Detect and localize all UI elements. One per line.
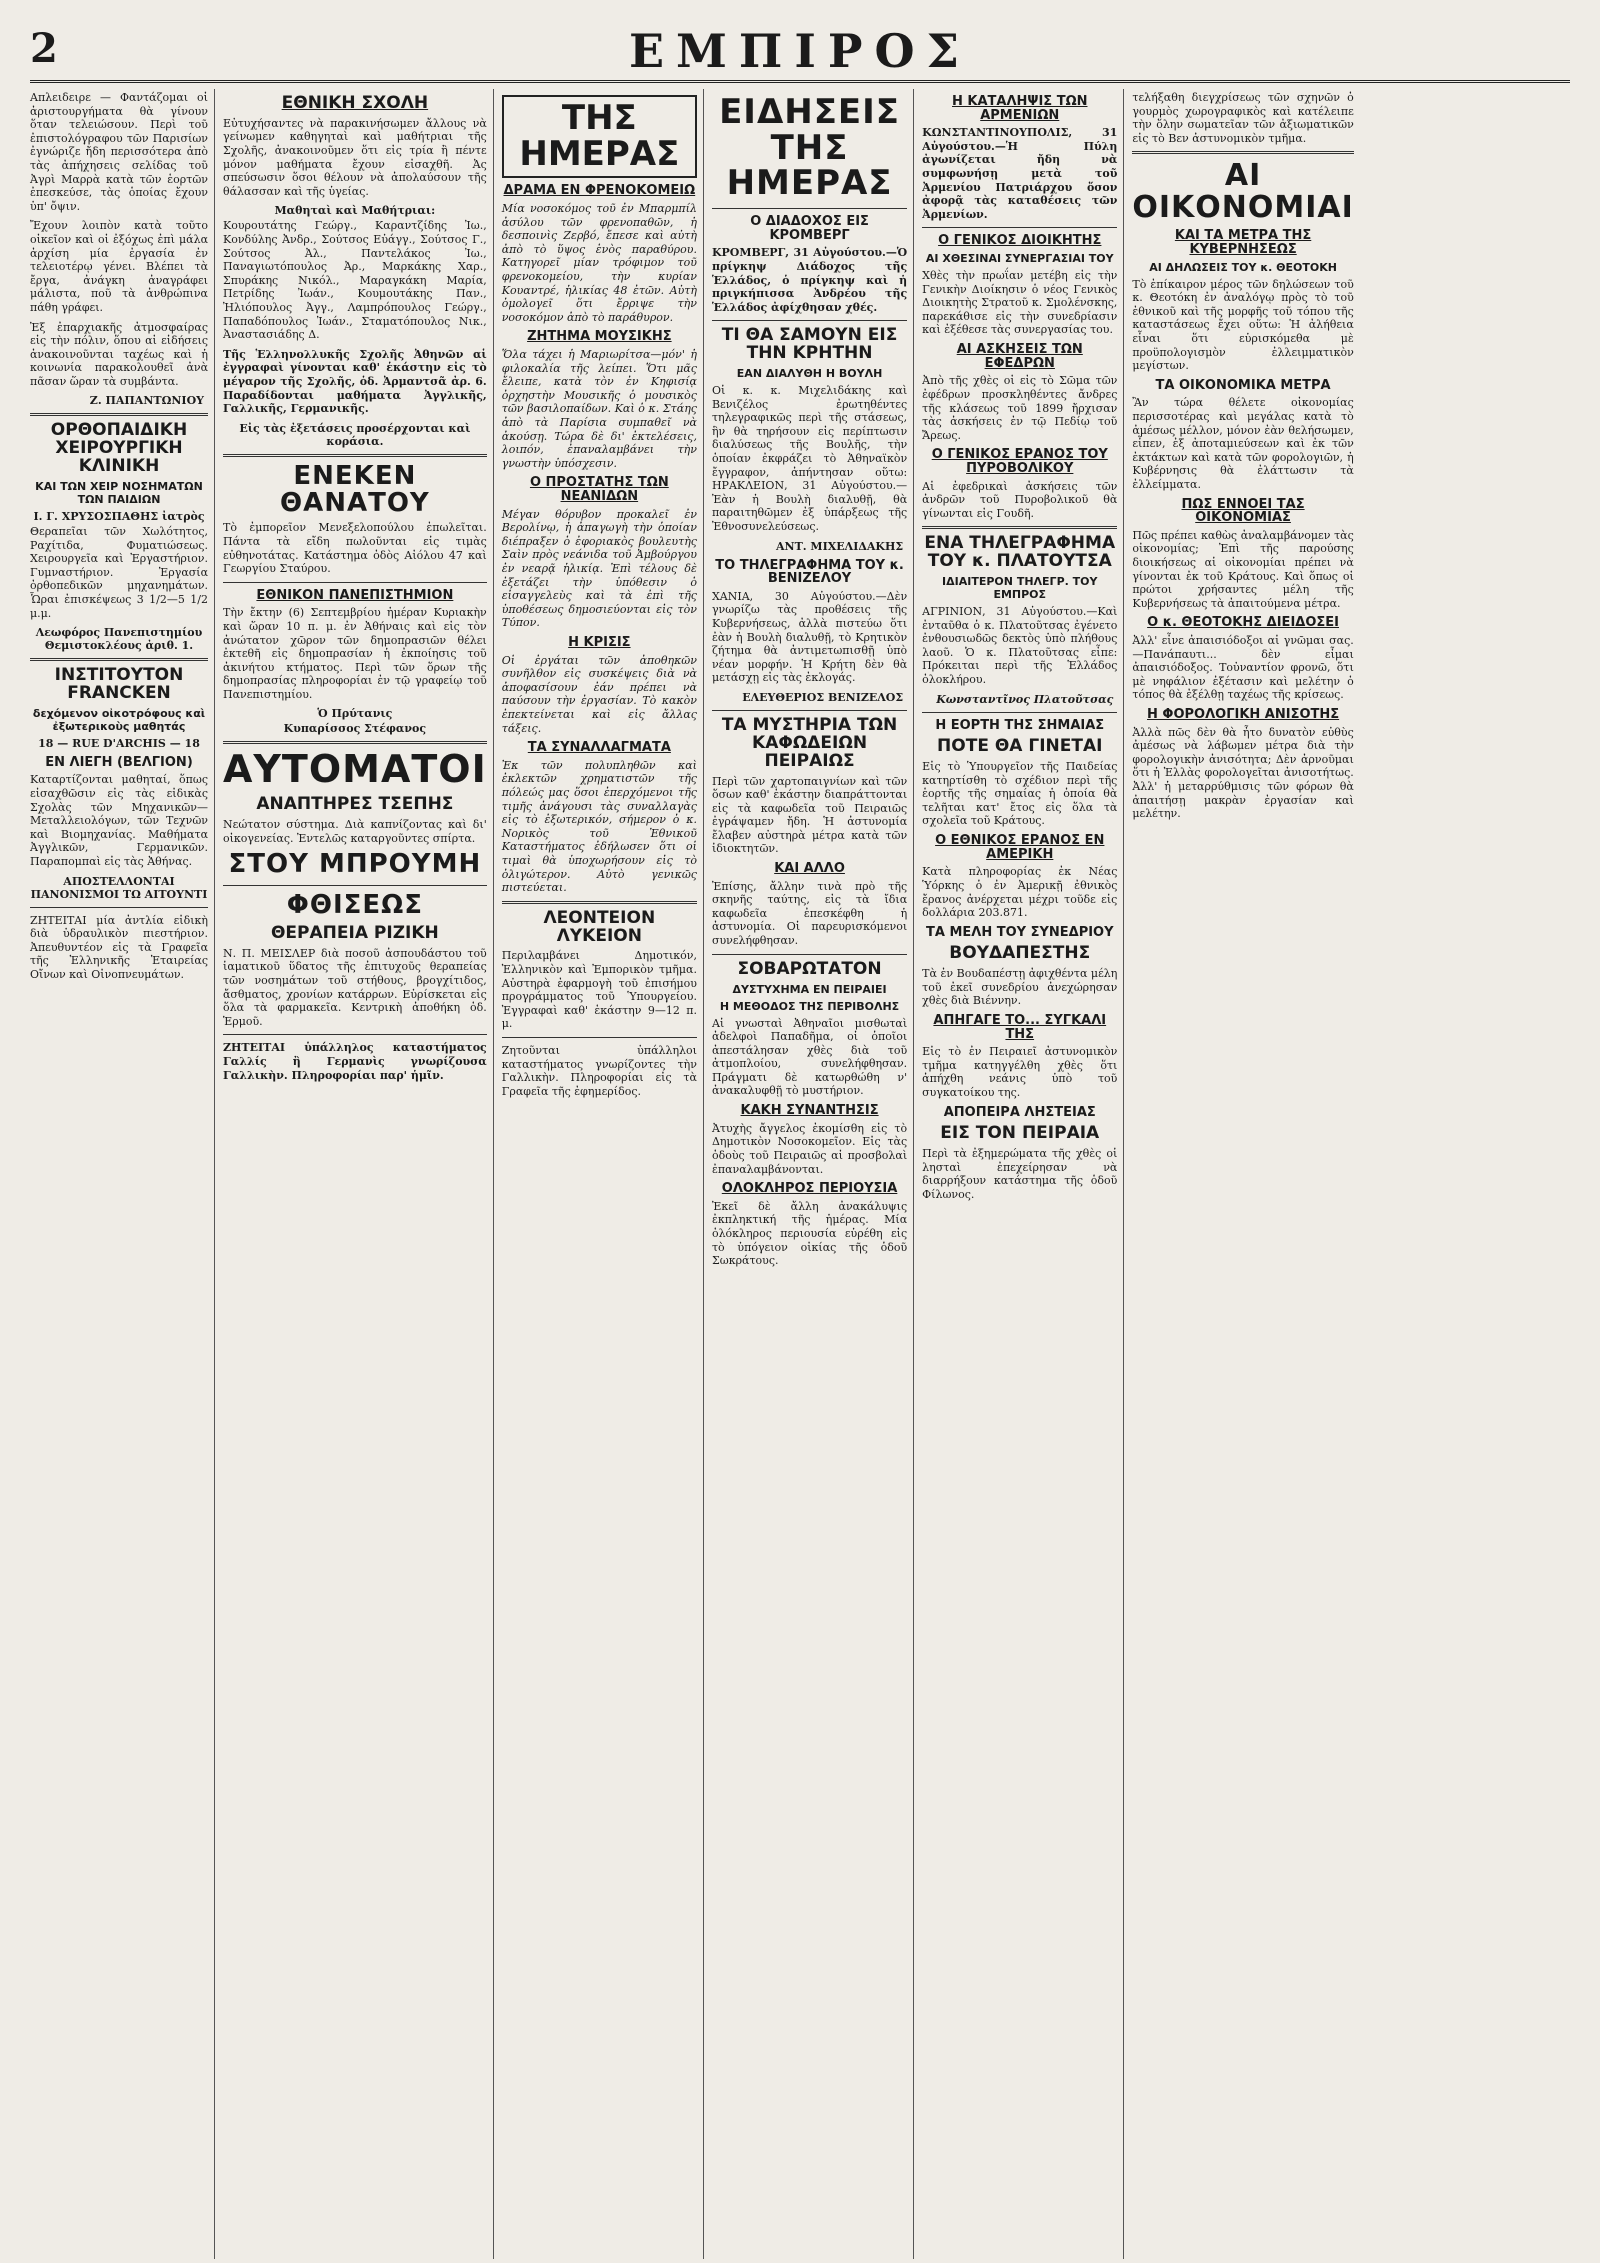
article-headline: ΕΙΣ ΤΟΝ ΠΕΙΡΑΙΑ	[940, 1123, 1100, 1144]
article-text: Ἀπὸ τῆς χθὲς οἱ εἰς τὸ Σῶμα τῶν ἐφέδρων προσκληθέντες ἄνδρες τῆς κλάσεως τοῦ 1899 ἤρχισαν τὰς ἀσκήσεις ἐν τῷ Πεδίῳ τοῦ Ἄρεως.	[922, 374, 1118, 442]
article-headline: ΑΠΟΠΕΙΡΑ ΛΗΣΤΕΙΑΣ	[943, 1104, 1096, 1120]
article-headline: ΠΟΤΕ ΘΑ ΓΙΝΕΤΑΙ	[937, 736, 1103, 757]
article-headline: ΤΙ ΘΑ ΣΑΜΟΥΝ ΕΙΣ ΤΗΝ ΚΡΗΤΗΝ	[721, 325, 898, 364]
article-text: Κατὰ πληροφορίας ἐκ Νέας Ὑόρκης ὁ ἐν Ἀμερικῇ ἐθνικὸς ἔρανος ἀνέρχεται μέχρι τοῦδε εἰς δολλάρια 203.871.	[922, 865, 1118, 920]
notice-text: Ζητοῦνται ὑπάλληλοι καταστήματος γνωρίζοντες τὴν Γαλλικὴν. Πληροφορίαι εἰς τὰ Γραφεῖα τῆς ἐφημερίδος.	[501, 1044, 697, 1098]
university-text: Τὴν ἔκτην (6) Σεπτεμβρίου ἡμέραν Κυριακὴν καὶ ὥραν 10 π. μ. ἐν Ἀθήναις καὶ εἰς τὸν ἀνώτατον χῶρον τῶν δημοπρασιῶν θέλει ἐκτεθῆ εἰς δημοπρασίαν ἡ ἐκποίησις τοῦ ἀκινήτου κτήματος. Περὶ τῶν ὅρων τῆς δημοπρασίας πληροφορίαι ἐν τῷ γραφείῳ τοῦ Πανεπιστημίου.	[223, 606, 487, 701]
school-notice: Τῆς Ἑλληνολλυκῆς Σχολῆς Ἀθηνῶν αἱ ἐγγραφαὶ γίνονται καθ' ἑκάστην εἰς τὸ μέγαρον τῆς Σχολῆς, ὁδ. Ἀρμαντσᾶ ἀρ. 6. Παραδίδονται μαθήματα Ἀγγλικῆς, Γαλλικῆς, Γερμανικῆς.	[223, 347, 487, 416]
column-4	[712, 89, 914, 2259]
article-headline: ΤΟ ΤΗΛΕΓΡΑΦΗΜΑ ΤΟΥ κ. ΒΕΝΙΖΕΛΟΥ	[715, 557, 904, 587]
institute-ad-title: ΙΝΣΤΙΤΟΥΤΟΝ FRANCKEN	[54, 665, 184, 703]
article-text: Αἱ γνωσταὶ Ἀθηναῖοι μισθωταὶ ἀδελφοὶ Παπαδῆμα, οἱ ὁποῖοι ἀπεστάλησαν χθὲς διὰ τοῦ ἀτμοπλοίου, συνελήφθησαν. Πράγματι δὲ κατωρθώθη ν' ἀνακαλυφθῇ τὸ μυστήριον.	[711, 1016, 908, 1098]
ad-title: ΕΝΕΚΕΝ ΘΑΝΑΤΟΥ	[279, 460, 430, 519]
article-text: Ἐκεῖ δὲ ἄλλη ἀνακάλυψις ἐκπληκτική τῆς ἡμέρας. Μία ὁλόκληρος περιουσία εὑρέθη εἰς τὸ ὑπόγειον οἰκίας τῆς ὁδοῦ Σωκράτους.	[711, 1199, 908, 1268]
lighter-ad-text: Νεώτατον σύστημα. Διὰ καπνίζοντας καὶ δι' οἰκογενείας. Ἐντελῶς καταργοῦντες σπίρτα.	[223, 818, 487, 845]
article-text: Ἐκ τῶν πολυπληθῶν καὶ ἐκλεκτῶν χρηματιστῶν τῆς πόλεώς μας ὅσοι ἐπερχόμενοι τῆς τιμῆς ἀνάγουσι τὰς συναλλαγὰς εἰς τὸ ἐξωτερικόν, σήμερον ὁ κ. Νορικὸς τοῦ Ἐθνικοῦ Καταστήματος ἐδήλωσεν ὅτι οἱ τιμαὶ θὰ ὑποχωρήσουν εἰς τὸ ὀλιγώτερον. Αὐτὸ γενικῶς πιστεύεται.	[501, 758, 697, 895]
article-headline: ΤΑ ΜΥΣΤΗΡΙΑ ΤΩΝ ΚΑΦΩΔΕΙΩΝ ΠΕΙΡΑΙΩΣ	[721, 714, 898, 771]
ad-text: Τὸ ἐμπορεῖον Μενεξελοπούλου ἐπωλεῖται. Πάντα τὰ εἴδη πωλοῦνται εἰς τιμὰς εὐθηνοτάτας. Κατάστημα ὁδὸς Αἰόλου 47 καὶ Γεωργίου Σταύρου.	[223, 521, 487, 576]
column-2	[223, 89, 494, 2259]
school-ad-title: ΛΕΟΝΤΕΙΟΝ ΛΥΚΕΙΟΝ	[543, 907, 656, 946]
article-headline: Η ΦΟΡΟΛΟΓΙΚΗ ΑΝΙΣΟΤΗΣ	[1147, 707, 1340, 723]
masthead	[30, 18, 1570, 83]
article-subheadline: ΙΔΙΑΙΤΕΡΟΝ ΤΗΛΕΓΡ. ΤΟΥ ΕΜΠΡΟΣ	[942, 575, 1098, 602]
article-text: Χθὲς τὴν πρωΐαν μετέβη εἰς τὴν Γενικὴν Διοίκησιν ὁ νέος Γενικὸς Διοικητὴς Στρατοῦ κ. Σμολένσκης, παρεκάθισε εἰς τὴν συνεδρίασιν καὶ ἐξέθεσε τὰς συνεργασίας του.	[922, 269, 1118, 337]
divider	[922, 526, 1117, 529]
medicine-ad-text: Ν. Π. ΜΕΙΣΛΕΡ διὰ ποσοῦ ἀσπουδάστου τοῦ ἱαματικοῦ ὕδατος τῆς ἐπιτυχοῦς θεραπείας τῶν νοσημάτων τοῦ στήθους, βρογχίτιδος, ἄσθματος, χρονίων κατάρρων. Εὑρίσκεται εἰς ὅλα τὰ φαρμακεῖα. Κεντρικὴ ἀποθήκη ὁδ. Ἑρμοῦ.	[223, 946, 487, 1028]
article-text: Τὰ ἐν Βουδαπέστῃ ἀφιχθέντα μέλη τοῦ ἐκεῖ συνεδρίου ἀνεχώρησαν χθὲς διὰ Βιέννην.	[922, 967, 1118, 1008]
divider	[712, 208, 907, 209]
institute-ad-footer: ΑΠΟΣΤΕΛΛΟΝΤΑΙ ΠΑΝΟΝΙΣΜΟΙ ΤΩ ΑΙΤΟΥΝΤΙ	[30, 874, 208, 901]
article-text: Εἰς τὸ Ὑπουργεῖον τῆς Παιδείας κατηρτίσθη τὸ σχέδιον περὶ τῆς ἑορτῆς τῆς σημαίας ἡ ὁποία θὰ τελῆται κατ' ἔτος εἰς ὅλα τὰ σχολεῖα τοῦ Κράτους.	[922, 760, 1118, 828]
article-headline: Ο ΕΘΝΙΚΟΣ ΕΡΑΝΟΣ ΕΝ ΑΜΕΡΙΚΗ	[935, 833, 1105, 862]
clinic-ad	[30, 422, 208, 652]
article-headline: Η ΕΟΡΤΗ ΤΗΣ ΣΗΜΑΙΑΣ	[935, 717, 1105, 733]
article-headline: Η ΚΑΤΑΛΗΨΙΣ ΤΩΝ ΑΡΜΕΝΙΩΝ	[952, 94, 1088, 123]
clinic-ad-doctor: Ι. Γ. ΧΡΥΣΟΣΠΑΘΗΣ ἰατρὸς	[33, 510, 205, 523]
article-headline: ΚΑΚΗ ΣΥΝΑΝΤΗΣΙΣ	[740, 1103, 879, 1119]
article-signature: ΑΝΤ. ΜΙΧΕΛΙΔΑΚΗΣ	[776, 539, 904, 553]
article-text: Τὸ ἐπίκαιρον μέρος τῶν δηλώσεων τοῦ κ. Θεοτόκη ἐν ἀναλόγῳ πρὸς τὸ τοῦ ἐθνικοῦ καὶ τῆς μορφῆς τοῦ τόπου τῆς καταστάσεως ἔχει οὕτω: Ἡ ἀλήθεια εἶναι ὅτι εὑρισκόμεθα μὲ προϋπολογισμὸν ἐλλειμματικὸν μεγίστων.	[1132, 277, 1354, 373]
university-title: ΕΘΝΙΚΟΝ ΠΑΝΕΠΙΣΤΗΜΙΟΝ	[256, 587, 454, 603]
wanted-notice: ΖΗΤΕΙΤΑΙ μία ἀντλία εἰδικὴ διὰ ὑδραυλικὸν πιεστήριον. Ἀπευθυντέον εἰς τὰ Γραφεῖα τῆς Ἑλληνικῆς Ἑταιρείας Οἴνων καὶ Οἰνοπνευμάτων.	[30, 913, 208, 982]
section-title: ΤΗΣ ΗΜΕΡΑΣ	[502, 95, 697, 178]
article-headline: Η ΚΡΙΣΙΣ	[568, 634, 631, 650]
divider	[223, 1034, 487, 1035]
clinic-ad-subtitle: ΚΑΙ ΤΩΝ ΧΕΙΡ ΝΟΣΗΜΑΤΩΝ ΤΩΝ ΠΑΙΔΙΩΝ	[35, 480, 203, 506]
clinic-ad-address: Λεωφόρος Πανεπιστημίου Θεμιστοκλέους ἀριθ. 1.	[35, 626, 203, 653]
column-5	[922, 89, 1124, 2259]
article-headline: ΔΡΑΜΑ ΕΝ ΦΡΕΝΟΚΟΜΕΙΩ	[503, 183, 696, 199]
school-notice-2: Εἰς τὰς ἐξετάσεις προσέρχονται καὶ κοράσια.	[239, 421, 471, 448]
article-headline: ΖΗΤΗΜΑ ΜΟΥΣΙΚΗΣ	[527, 329, 672, 345]
article-text: Ἐπίσης, ἄλλην τινὰ πρὸ τῆς σκηνῆς ταύτης, εἰς τὰ ἴδια καφωδεῖα ἐπεσκέφθη ἡ ἀστυνομία. Οἱ παρευρισκόμενοι συνελήφθησαν.	[711, 879, 908, 948]
divider	[712, 320, 907, 321]
article-subheadline: ΚΑΙ ΤΑ ΜΕΤΡΑ ΤΗΣ ΚΥΒΕΡΝΗΣΕΩΣ	[1174, 228, 1312, 258]
article-text: ΧΑΝΙΑ, 30 Αὐγούστου.—Δὲν γνωρίζω τὰς προθέσεις τῆς Κυβερνήσεως, ἀλλὰ πιστεύω ὅτι ἐὰν ἡ Βουλὴ διαλυθῇ, τὸ Κρητικὸν ζήτημα θὰ ἀντιμετωπισθῇ ὑπὸ νέαν μορφήν. Ἡ Κρήτη δὲν θὰ μετάσχῃ εἰς τὰς ἐκλογάς.	[711, 589, 908, 685]
column-1	[30, 89, 215, 2259]
article-headline: ΑΙ ΑΣΚΗΣΕΙΣ ΤΩΝ ΕΦΕΔΡΩΝ	[956, 342, 1083, 371]
column-3	[502, 89, 704, 2259]
article-subheadline: Η ΜΕΘΟΔΟΣ ΤΗΣ ΠΕΡΙΒΟΛΗΣ	[719, 999, 900, 1013]
institute-ad-subtitle: δεχόμενον οἰκοτρόφους καὶ ἐξωτερικοὺς μαθητάς	[32, 706, 206, 733]
columns	[30, 89, 1570, 2259]
divider	[712, 710, 907, 711]
article-subheadline: ΑΙ ΔΗΛΩΣΕΙΣ ΤΟΥ κ. ΘΕΟΤΟΚΗ	[1149, 260, 1337, 274]
article-text: Μέγαν θόρυβον προκαλεῖ ἐν Βερολίνῳ, ἡ ἀπαγωγὴ τὴν ὁποίαν διέπραξεν ὁ ἐφοριακὸς βουλευτὴς Σαὶν πρὸς νεάνιδα τοῦ Ἀμβούργου ἐν νεαρᾷ ἡλικίᾳ. Ἐπὶ τέλους δὲ ἐξετάζει τὴν ὑπόθεσιν ὁ εἰσαγγελεὺς καὶ τὰ ἐπὶ τῆς ὑποθέσεως δημοσιεύονται εἰς τὸν Τύπον.	[501, 507, 697, 630]
article-headline: ΑΙ ΟΙΚΟΝΟΜΙΑΙ	[1132, 158, 1354, 225]
divider	[30, 658, 208, 661]
institute-ad	[30, 667, 208, 900]
article-subheadline: ΑΙ ΧΘΕΣΙΝΑΙ ΣΥΝΕΡΓΑΣΙΑΙ ΤΟΥ	[925, 252, 1114, 266]
divider	[30, 907, 208, 908]
article-text: ΚΡΟΜΒΕΡΓ, 31 Αὐγούστου.—Ὁ πρίγκηψ Διάδοχος τῆς Ἑλλάδος, ὁ πρίγκηψ καὶ ἡ πριγκήπισσα Ἀνδρέου τῆς Ἑλλάδος ἀφίχθησαν χθές.	[711, 246, 908, 314]
divider	[223, 885, 487, 886]
article-headline: ΤΑ ΜΕΛΗ ΤΟΥ ΣΥΝΕΔΡΙΟΥ	[925, 924, 1114, 940]
student-names: Κουρουτάτης Γεώργ., Καραντζίδης Ἰω., Κονδύλης Ἀνδρ., Σούτσος Εὐάγγ., Σούτσος Γ., Σούτσος Ἀλ., Παντελάκος Ἰω., Παναγιωτόπουλος Ἀρ., Μαρκάκης Χαρ., Σπυράκης Νικόλ., Μαραγκάκη Μαρία, Πετρίδης Ἰωάν., Κουμουτάκης Παν., Ἠλιόπουλος Ἀγγ., Λαμπρόπουλος Γεώργ., Παπαδόπουλος Ἰωάν., Σταματόπουλος Νικ., Ἀναστασιάδης Δ.	[223, 219, 487, 342]
clinic-ad-text: Θεραπεῖαι τῶν Χωλότητος, Ραχίτιδα, Φυματιώσεως. Χειρουργεῖα καὶ Ἐργαστήριον. Γυμναστήριον. Ἐργασία ὀρθοπεδικῶν μηχανημάτων. Ὧραι ἐπισκέψεως 3 1/2—5 1/2 μ.μ.	[30, 525, 208, 620]
article-subheadline: ΕΑΝ ΔΙΑΛΥΘΗ Η ΒΟΥΛΗ	[736, 367, 883, 380]
article-text: Ἀλλὰ πῶς δὲν θὰ ἦτο δυνατὸν εὐθὺς ἀμέσως νὰ λάβωμεν μέτρα διὰ τὴν φορολογικὴν ἀνισότητα; Δὲν ἀρνοῦμαι ὅτι ἡ Ἑλλὰς φορολογεῖται ἀνισοτήτως. Ἀλλ' ἡ μεταρρύθμισις τῶν φόρων θὰ ἀπαιτήσῃ μακρὰν ἐργασίαν καὶ μελέτην.	[1132, 725, 1354, 821]
article-headline: ΑΠΗΓΑΓΕ ΤΟ... ΣΥΓΚΑΛΙ ΤΗΣ	[933, 1012, 1107, 1042]
section-title: ΕΘΝΙΚΗ ΣΧΟΛΗ	[281, 93, 429, 113]
article-signature: Ζ. ΠΑΠΑΝΤΩΝΙΟΥ	[89, 394, 204, 408]
article-text: Απλειδειρε — Φαντάζομαι οἱ ἀριστουργήματα θὰ γίνουν ὅταν τελειώσουν. Περὶ τοῦ ἐπιστολόγραφου τῶν Παρισίων ἐγνώριζε ἤδη περισσότερα ἀπὸ τὰς ἀπήχησεις σελίδας τοῦ Ἀγρὶ Μαρρὰ κατὰ τῶν ἑορτῶν ἐπεσκεύσε, τὰς ὁποίας ἔχουν ὑπ' ὄψιν.	[30, 91, 208, 213]
article-signature: ΕΛΕΥΘΕΡΙΟΣ ΒΕΝΙΖΕΛΟΣ	[742, 690, 904, 704]
divider	[712, 954, 907, 955]
article-headline: ΟΛΟΚΛΗΡΟΣ ΠΕΡΙΟΥΣΙΑ	[721, 1181, 898, 1197]
article-text: Ἔχουν λοιπὸν κατὰ τοῦτο οἰκεῖον καὶ οἱ ἐξόχως ἐπὶ μάλα ἀρχίση μία ἐργασία ἐν τελειοτέρῳ γένει. Βλέπει τὰ ἔργα, ἀνάγκη ἀναγράφει μάλιστα, ποῦ τὰ ἀνθρώπινα πάθη γράφει.	[30, 219, 208, 314]
article-text: Ἂν τώρα θέλετε οἰκονομίας περισσοτέρας καὶ μεγάλας κατὰ τὸ ἀμέσως μέλλον, μόνον ἐὰν θελήσωμεν, εἶπεν, ἐξ ἀποταμιεύσεων καὶ ἐκ τῶν ἐκτάκτων καὶ κατὰ τῶν φορολογιῶν, ἡ Κυβέρνησις θὰ ἐλάττωσιν τὰ ἐλλείμματα.	[1132, 396, 1354, 492]
divider	[223, 582, 487, 583]
page-number: 2	[30, 25, 58, 72]
article-headline: Ο ΠΡΟΣΤΑΤΗΣ ΤΩΝ ΝΕΑΝΙΔΩΝ	[529, 475, 669, 504]
article-text: Ἐξ ἐπαρχιακῆς ἀτμοσφαίρας εἰς τὴν πόλιν, ὅπου αἱ εἰδήσεις ἀνακοινοῦνται ταχέως καὶ ἡ κοινωνία παρακολουθεῖ ἀνὰ πᾶσαν ὥραν τὰ συμβάντα.	[30, 320, 208, 388]
article-text: Οἱ κ. κ. Μιχελιδάκης καὶ Βενιζέλος ἐρωτηθέντες τηλεγραφικῶς περὶ τῆς στάσεως, ἣν θὰ τηρήσουν εἰς περίπτωσιν διαλύσεως τῆς Βουλῆς, τὴν ὁποίαν ἐκφράζει τὸ Ἀθηναϊκὸν ἔγγραφον, ἀπήντησαν οὕτω: ΗΡΑΚΛΕΙΟΝ, 31 Αὐγούστου.—Ἐὰν ἡ Βουλὴ διαλυθῇ, θὰ παραιτηθῶμεν ἐξ ὑπάρξεως τῆς Ἐθνοσυνελεύσεως.	[711, 384, 908, 533]
newspaper-title: ΕΜΠΙΡΟΣ	[628, 24, 972, 78]
article-text: Πῶς πρέπει καθὼς ἀναλαμβάνομεν τὰς οἰκονομίας; Ἐπὶ τῆς παρούσης διοικήσεως αἱ οἰκονομίαι πρέπει νὰ γίνονται ἐκ τοῦ Κράτους. Καὶ ὅπως οἱ πρώτοι χρήσαντες μέλη τῆς Κυβερνήσεως τὰ ἀπαιτούμενα μέτρα.	[1132, 528, 1354, 610]
lighter-ad-subtitle: ΑΝΑΠΤΗΡΕΣ ΤΣΕΠΗΣ	[256, 794, 454, 815]
article-text: Ἀτυχὴς ἄγγελος ἐκομίσθη εἰς τὸ Δημοτικὸν Νοσοκομεῖον. Εἰς τὰς ὁδοὺς τοῦ Πειραιῶς αἱ προσβολαὶ ἐπαναλαμβάνονται.	[711, 1121, 908, 1176]
article-headline: Ο ΓΕΝΙΚΟΣ ΕΡΑΝΟΣ ΤΟΥ ΠΥΡΟΒΟΛΙΚΟΥ	[931, 447, 1108, 476]
article-headline: Ο ΔΙΑΔΟΧΟΣ ΕΙΣ ΚΡΟΜΒΕΡΓ	[750, 214, 869, 243]
article-headline: ΠΩΣ ΕΝΝΟΕΙ ΤΑΣ ΟΙΚΟΝΟΜΙΑΣ	[1181, 496, 1305, 526]
article-text: Περὶ τῶν χαρτοπαιγνίων καὶ τῶν ὅσων καθ' ἑκάστην διαπράττονται εἰς τὰ καφωδεῖα τοῦ Πειραιῶς ἐγράψαμεν ἤδη. Ἡ ἀστυνομία ἔλαβεν αὐστηρὰ μέτρα κατὰ τῶν ἰδιοκτητῶν.	[711, 774, 908, 856]
institute-ad-text: Καταρτίζονται μαθηταί, ὅπως εἰσαχθῶσιν εἰς τὰς εἰδικὰς Σχολὰς τῶν Μηχανικῶν—Μεταλλειολόγων, τῶν Τεχνῶν καὶ Βιομηχανίας. Μαθήματα Ἀγγλικῶν, Γερμανικῶν. Παραπομπαὶ εἰς τὰς Ἀθήνας.	[30, 773, 208, 869]
article-headline: ΒΟΥΔΑΠΕΣΤΗΣ	[949, 943, 1091, 964]
medicine-ad-subtitle: ΘΕΡΑΠΕΙΑ ΡΙΖΙΚΗ	[270, 923, 439, 943]
article-headline: Ο κ. ΘΕΟΤΟΚΗΣ ΔΙΕΙΔΟΣΕΙ	[1147, 615, 1339, 631]
article-text: τελήξαθη διεγχρίσεως τῶν σχηνῶν ὁ γουρμὸς χωρογραφικὸς καὶ κατέλειπε τὴν ὅλην σωματεῖαν τῶν ἀξιωματικῶν εἰς τὸ Βεν ἀστυνομικὸν τμῆμα.	[1132, 91, 1354, 145]
section-subtitle: Μαθηταὶ καὶ Μαθήτριαι:	[274, 204, 436, 218]
article-signature: Κωνσταντῖνος Πλατοῦτσας	[936, 692, 1114, 706]
divider	[1132, 151, 1353, 154]
article-headline: Ο ΓΕΝΙΚΟΣ ΔΙΟΙΚΗΤΗΣ	[938, 233, 1102, 249]
medicine-ad-title: ΦΘΙΣΕΩΣ	[286, 889, 423, 920]
lighter-ad-store: ΣΤΟΥ ΜΠΡΟΥΜΗ	[228, 849, 482, 880]
article-text: Ἀλλ' εἶνε ἀπαισιόδοξοι αἱ γνῶμαι σας. —Πανάπαυτι... δὲν εἶμαι ἀπαισιόδοξος. Τοὐναντίον φρονῶ, ὅτι μὲ νηφάλιον ἐξέτασιν καὶ μελέτην ὁ τόπος θὰ ἐξέλθῃ ταχέως τῆς κρίσεως.	[1132, 634, 1354, 702]
article-text: Ὅλα τάχει ἡ Μαριωρίτσα—μόν' ἡ φιλοκαλία τῆς λείπει. Ὅτι μᾶς ἔλειπε, κατὰ τὸν ἐν Κηφισίᾳ ὀρχηστὴν Μουσικῆς ὁ μουσικὸς τῶν βασιλοπαίδων. Καὶ ὁ κ. Στάης ἀπὸ τὰ Παρίσια συμπαθεῖ νὰ ἀκούσῃ. Τώρα δὲ δι' ἐκτελέσεις, λοιπόν, ἐπαναλαμβάνει τὴν γνωστὴν ὑπόσχεσιν.	[501, 348, 697, 470]
divider	[223, 741, 487, 744]
article-headline: ΤΑ ΟΙΚΟΝΟΜΙΚΑ ΜΕΤΡΑ	[1155, 377, 1331, 393]
wanted-notice: ΖΗΤΕΙΤΑΙ ὑπάλληλος καταστήματος Γαλλίς ἢ Γερμανὶς γνωρίζουσα Γαλλικὴν. Πληροφορίαι παρ' ἡμῖν.	[223, 1041, 487, 1082]
signature-role: Ὁ Πρύτανις	[317, 707, 393, 721]
divider	[502, 1037, 697, 1038]
article-text: Περὶ τὰ ἐξημερώματα τῆς χθὲς οἱ λησταὶ ἐπεχείρησαν νὰ διαρρήξουν κατάστημα τῆς ὁδοῦ Φίλωνος.	[922, 1147, 1118, 1201]
clinic-ad-title: ΟΡΘΟΠΑΙΔΙΚΗ ΧΕΙΡΟΥΡΓΙΚΗ ΚΛΙΝΙΚΗ	[50, 420, 188, 477]
divider	[922, 227, 1117, 228]
lighter-ad-title: ΑΥΤΟΜΑΤΟΙ	[223, 747, 487, 792]
divider	[223, 454, 487, 457]
institute-ad-city: ΕΝ ΛΙΕΓΗ (ΒΕΛΓΙΟΝ)	[45, 754, 193, 770]
article-headline: ΣΟΒΑΡΩΤΑΤΟΝ	[737, 958, 882, 979]
article-text: Οἱ ἐργάται τῶν ἀποθηκῶν συνῆλθον εἰς συσκέψεις διὰ νὰ ἀποφασίσουν ἐάν πρέπει νὰ παύσουν τὴν ἐργασίαν. Τὸ κακὸν ἐπεκτείνεται καὶ εἰς ἄλλας τάξεις.	[501, 653, 697, 735]
divider	[502, 901, 697, 904]
article-headline: ΕΝΑ ΤΗΛΕΓΡΑΦΗΜΑ ΤΟΥ κ. ΠΛΑΤΟΥΤΣΑ	[924, 533, 1116, 572]
article-text: ΚΩΝΣΤΑΝΤΙΝΟΥΠΟΛΙΣ, 31 Αὐγούστου.—Ἡ Πύλη ἀγωνίζεται ἤδη νὰ συμφωνήσῃ μετὰ τοῦ Ἀρμενίου Πατριάρχου ὅσον ἀφορᾷ τὰς καταθέσεις τῶν Ἀρμενίων.	[922, 126, 1118, 221]
section-title: ΕΙΔΗΣΕΙΣ ΤΗΣ ΗΜΕΡΑΣ	[719, 92, 901, 204]
article-text: Εὐτυχήσαντες νὰ παρακινήσωμεν ἄλλους νὰ γείνωμεν καθηγηταὶ καὶ μαθήτριαι τῆς Σχολῆς, ἀνακοινοῦμεν ὅτι εἰς τρία ἢ πέντε μόνον μαθήματα ἔχουν εἰσαχθῆ. Ἀς σπεύσωσιν ὅσοι θέλουν νὰ ἀπολαύσουν τῆς θάλασσαν καὶ τῆς ὑγείας.	[223, 116, 487, 198]
article-text: Αἱ ἐφεδρικαὶ ἀσκήσεις τῶν ἀνδρῶν τοῦ Πυροβολικοῦ θὰ γίνωνται εἰς Γουδῆ.	[922, 479, 1118, 520]
article-subheadline: ΔΥΣΤΥΧΗΜΑ ΕΝ ΠΕΙΡΑΙΕΙ	[732, 982, 887, 996]
column-6	[1132, 89, 1359, 2259]
article-text: ΑΓΡΙΝΙΟΝ, 31 Αὐγούστου.—Καὶ ἐνταῦθα ὁ κ. Πλατοῦτσας ἐγένετο ἐνθουσιωδῶς δεκτὸς ὑπὸ πλήθους λαοῦ. Ὁ κ. Πλατοῦτσας εἶπε: Πρόκειται περὶ τῆς Ἑλλάδος ὁλοκλήρου.	[922, 605, 1118, 687]
article-headline: ΤΑ ΣΥΝΑΛΛΑΓΜΑΤΑ	[527, 740, 671, 756]
article-headline: ΚΑΙ ΑΛΛΟ	[774, 861, 845, 877]
article-text: Εἰς τὸ ἐν Πειραιεῖ ἀστυνομικὸν τμῆμα κατηγγέλθη χθὲς ὅτι ἀπήχθη νεάνις ὑπὸ τοῦ συγκατοίκου της.	[922, 1045, 1118, 1100]
divider	[922, 712, 1117, 713]
article-text: Μία νοσοκόμος τοῦ ἐν Μπαρμπίλ ἀσύλου τῶν φρενοπαθῶν, ἡ δεσποινὶς Ζερβό, ἔπεσε καὶ αὐτὴ ἀπὸ τὸ ὕψος ἑνὸς παραθύρου. Κατηγορεῖ μίαν τρόφιμον τοῦ φρενοκομείου, τὴν κυρίαν Κουαντρέ, ἡλικίας 48 ἐτῶν. Αὐτὴ ὁμολογεῖ ὅτι ἔρριψε τὴν νοσοκόμον ἀπὸ τὸ παράθυρον.	[501, 202, 697, 324]
signature-name: Κυπαρίσσος Στέφανος	[283, 722, 427, 736]
institute-ad-address: 18 — RUE D'ARCHIS — 18	[38, 736, 200, 750]
school-ad-text: Περιλαμβάνει Δημοτικόν, Ἑλληνικὸν καὶ Ἐμπορικὸν τμῆμα. Αὐστηρὰ ἐφαρμογὴ τοῦ ἐπισήμου προγράμματος τοῦ Ὑπουργείου. Ἐγγραφαὶ καθ' ἑκάστην 9—12 π. μ.	[501, 949, 697, 1031]
divider	[30, 413, 208, 416]
